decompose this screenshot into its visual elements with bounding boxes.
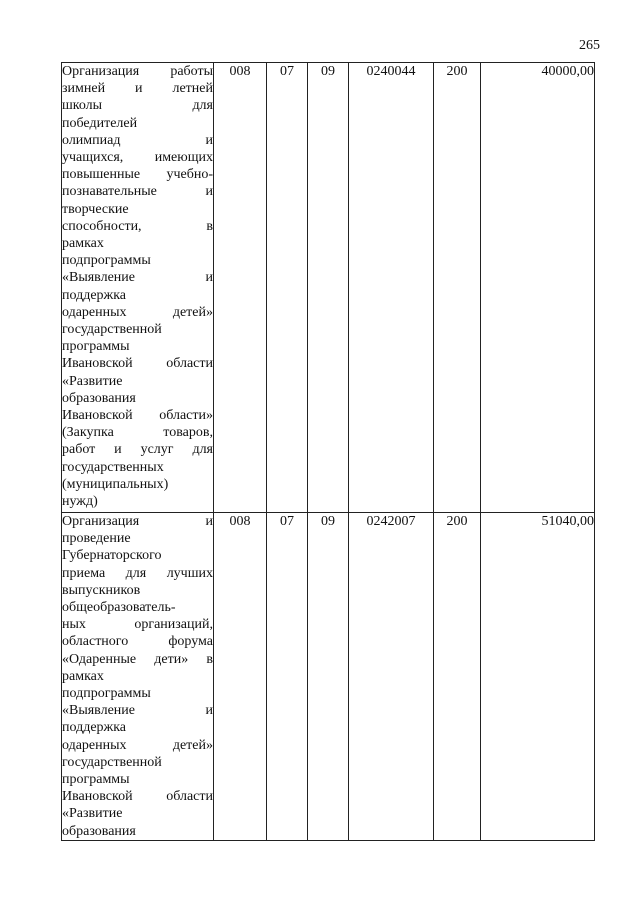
- section-code-cell: 07: [267, 513, 308, 841]
- description-line: образования: [62, 823, 136, 839]
- description-cell: [62, 513, 214, 841]
- description-line: ных организаций,: [62, 617, 213, 633]
- description-line: повышенные учебно-: [62, 167, 213, 183]
- description-line: творческие: [62, 201, 129, 217]
- amount-cell: 51040,00: [481, 513, 595, 841]
- description-line: общеобразователь-: [62, 600, 176, 616]
- description-line: (муниципальных): [62, 476, 169, 492]
- section-code-cell: 07: [267, 63, 308, 513]
- description-line: «Развитие: [62, 373, 123, 389]
- description-line: «Одаренные дети» в: [62, 651, 213, 667]
- table-row: [62, 63, 595, 513]
- description-line: «Развитие: [62, 806, 123, 822]
- target-article-cell: 0242007: [349, 513, 434, 841]
- description-line: государственной: [62, 754, 162, 770]
- description-line: государственных: [62, 459, 164, 475]
- description-line: программы: [62, 772, 130, 788]
- expense-type-cell: 200: [434, 513, 481, 841]
- description-cell: [62, 63, 214, 513]
- description-line: учащихся, имеющих: [62, 150, 213, 166]
- description-line: олимпиад и: [62, 132, 213, 148]
- amount-cell: 40000,00: [481, 63, 595, 513]
- description-line: государственной: [62, 322, 162, 338]
- description-line: познавательные и: [62, 184, 213, 200]
- description-line: школы для: [62, 98, 213, 114]
- description-line: победителей: [62, 115, 138, 131]
- description-line: проведение: [62, 531, 131, 547]
- description-line: подпрограммы: [62, 686, 151, 702]
- description-line: нужд): [62, 494, 98, 510]
- description-line: «Выявление и: [62, 703, 213, 719]
- description-line: способности, в: [62, 218, 213, 234]
- description-line: Ивановской области: [62, 789, 213, 805]
- budget-table: [61, 62, 595, 841]
- page-number: 265: [579, 38, 600, 53]
- target-article-cell: 0240044: [349, 63, 434, 513]
- description-line: поддержка: [62, 287, 127, 303]
- description-line: поддержка: [62, 720, 127, 736]
- description-line: Ивановской области»: [62, 408, 213, 424]
- table-row: [62, 513, 595, 841]
- description-line: Организация работы: [62, 64, 213, 79]
- description-line: работ и услуг для: [62, 442, 213, 458]
- ministry-code-cell: 008: [214, 63, 267, 513]
- description-line: Организация и: [62, 514, 213, 529]
- expense-type-cell: 200: [434, 63, 481, 513]
- description-line: приема для лучших: [62, 565, 213, 581]
- subsection-code-cell: 09: [308, 63, 349, 513]
- description-line: зимней и летней: [62, 81, 213, 97]
- description-line: рамках: [62, 668, 104, 684]
- subsection-code-cell: 09: [308, 513, 349, 841]
- description-line: областного форума: [62, 634, 213, 650]
- description-line: рамках: [62, 236, 104, 252]
- description-line: подпрограммы: [62, 253, 151, 269]
- description-line: выпускников: [62, 582, 141, 598]
- description-line: Ивановской области: [62, 356, 213, 372]
- description-line: «Выявление и: [62, 270, 213, 286]
- description-line: одаренных детей»: [62, 737, 213, 753]
- description-line: (Закупка товаров,: [62, 425, 213, 441]
- description-line: Губернаторского: [62, 548, 162, 564]
- description-line: программы: [62, 339, 130, 355]
- description-line: образования: [62, 390, 136, 406]
- ministry-code-cell: 008: [214, 513, 267, 841]
- description-line: одаренных детей»: [62, 304, 213, 320]
